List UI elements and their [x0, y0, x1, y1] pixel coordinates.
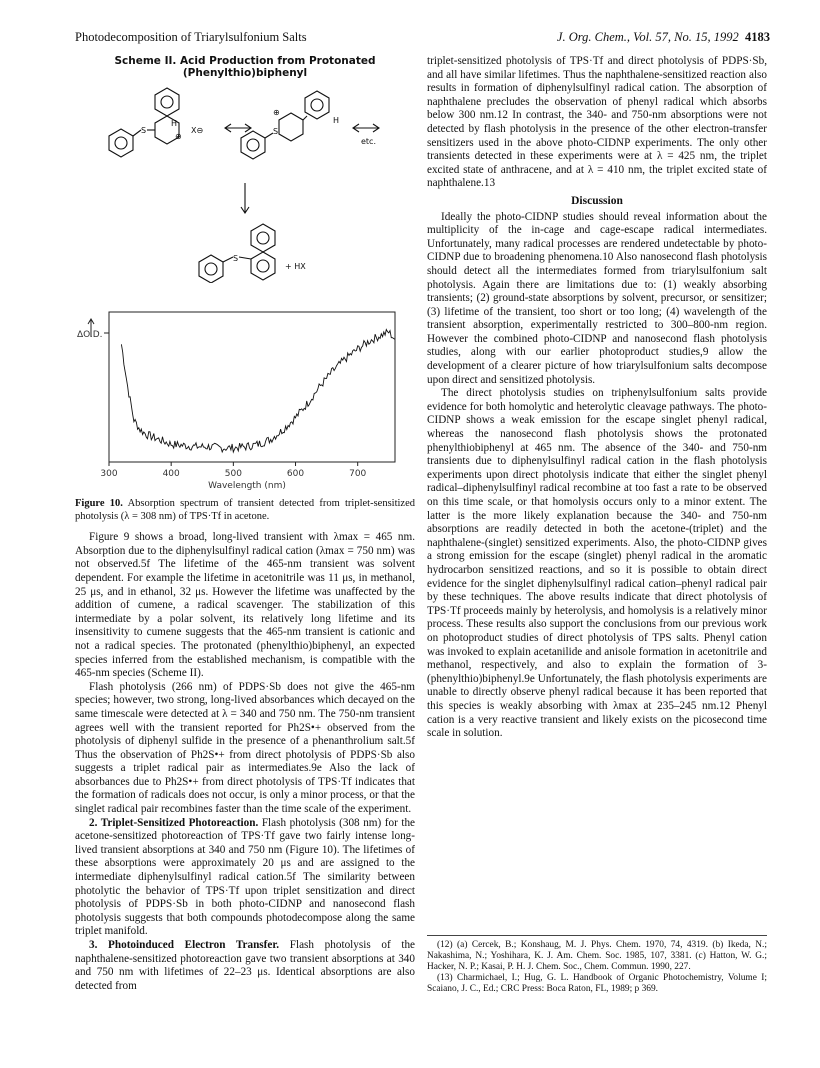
section-2-text: Flash photolysis (308 nm) for the acetone-sensitized photoreaction of TPS·Tf gave two fairly intense long-lived transient absorptions at 340 and 750 nm (Figure 10). The lifetimes of these absorptions were approximately 20 μs and are assigned to the intermediate diphenylsulfinyl radical cation.5f The similarity between photolytic the behavior of TPS·Tf upon triplet sensitization and direct photolysis of PDPS·Sb in both photo-CIDNP and nanosecond flash photolysis suggests that both compounds photodecompose along the same triplet manifold. [75, 816, 415, 938]
structure2-hydrogen: H [333, 116, 340, 125]
structure1-hydrogen: H [171, 119, 178, 128]
structure2-charge: ⊕ [273, 108, 280, 117]
left-column [75, 55, 415, 993]
product-phenyl-ring [199, 255, 223, 283]
structure2-sulfur: S [273, 127, 279, 136]
figure-caption [75, 498, 415, 523]
product-sulfur: S [233, 254, 239, 263]
x-tick-label: 300 [100, 468, 118, 479]
paragraph-discussion-2: The direct photolysis studies on triphenylsulfonium salts provide evidence for both homolytic and heterolytic cleavage pathways. The photo-CIDNP shows a weak emission for the escape singlet phenyl radical, whereas the nanosecond flash photolysis shows the protonated phenylthiobiphenyl at 465 nm. The absence of the 340- and 750-nm transients due to diphenylsulfinyl radical cation in the flash photolysis experiments upon direct photolysis indicate that either the singlet phenyl radical–diphenylsulfinyl radical recombine at too fast a rate to be observed on this time scale, or that homolysis occurs only to a minor extent. The latter is the more likely explanation because the 340- and 750-nm absorptions are readily detected in both the acetone-(triplet) and the naphthalene-(singlet) sensitized experiments. Also, the photo-CIDNP gives a strong emission for the escape (singlet) phenyl radical in the aromatic hydrocarbon sensitized reactions, and so it is possible to obtain direct evidence for the singlet diphenylsulfinyl radical cation–phenyl radical pair by these techniques. The above results indicate that direct photolysis of TPS·Tf proceeds mainly by heterolysis, and homolysis is a relatively minor process. These results also support the conclusions from our previous work on photoproduct studies of direct photolysis of TPS salts. Phenyl cation was invoked to explain acetanilide and anisole formation in acetonitrile and methanol, respectively, and also to explain the formation of 3-(phenylthio)biphenyl.9e Unfortunately, the flash photolysis experiments are unable to directly observe phenyl radical because it has been reported that this species is weakly absorbing with λmax at 235–245 nm.12 Phenyl cation is a very reactive transient and likely exists on the picosecond time scale in solution. [427, 387, 767, 740]
structure1-phenyl-ring [109, 129, 133, 157]
hx-label: + HX [285, 262, 306, 271]
structure1-charge: ⊕ [175, 132, 182, 141]
x-tick-label: 700 [349, 468, 367, 479]
paragraph-flash-photolysis: Flash photolysis (266 nm) of PDPS·Sb does not give the 465-nm species; however, two strong, long-lived absorbances which decayed on the same timescale were detected at λ = 340 and 750 nm. The 750-nm transient agrees well with the transient reported for Ph2S•+ observed from the photolysis of diphenyl sulfide in the presence of a phenanthrolium salt.5f Thus the observation of Ph2S•+ from direct photolysis of PDPS·Sb also suggests a triplet radical pair as intermediates.9e Also the lack of absorbances due to Ph2S•+ from direct photolysis of TPS·Tf indicates that the formation of radicals does not occur, is only a minor process, or that the singlet radical pair recombines faster than the time scale of the experiment. [75, 680, 415, 816]
x-tick-label: 600 [286, 468, 305, 479]
paragraph-continued: triplet-sensitized photolysis of TPS·Tf and direct photolysis of PDPS·Sb, and all have similar lifetimes. Thus the naphthalene-sensitized reaction also results in formation of diphenylsulfinyl radical cation. The absorption of naphthalene precludes the observation of phenyl radical which absorbs below 300 nm.12 In contrast, the 340- and 750-nm absorptions were not detected by flash photolysis in the presence of the other electron-transfer sensitizers used in the above photo-CIDNP experiments. The only other transients detected in these experiments were at λ = 425 nm, the triplet excited state of anthracene, and at λ = 410 nm, the triplet excited state of naphthalene.13 [427, 55, 767, 190]
figure-10-spectrum [75, 292, 415, 492]
paragraph-section-3 [75, 939, 415, 993]
x-tick-label: 400 [162, 468, 180, 479]
section-2-heading: 2. Triplet-Sensitized Photoreaction. [89, 816, 259, 829]
footnote-13: (13) Charmichael, I.; Hug, G. L. Handbook of Organic Photochemistry, Volume I; Scaiano, J. C., Ed.; CRC Press: Boca Raton, FL, 1989; p 369. [427, 973, 767, 994]
structure1-sulfur: S [141, 126, 147, 135]
paragraph-section-2 [75, 817, 415, 939]
right-column [427, 55, 767, 741]
product-middle-ring [251, 252, 275, 280]
journal-citation: J. Org. Chem., Vol. 57, No. 15, 1992 [556, 30, 739, 44]
scheme-ii-diagram [75, 83, 415, 283]
scheme-title: Scheme II. Acid Production from Protonated (Phenylthio)biphenyl [114, 55, 376, 79]
footnotes [427, 935, 767, 995]
counterion-label: X⊖ [191, 126, 204, 135]
figure-caption-text: Absorption spectrum of transient detected from triplet-sensitized photolysis (λ = 308 nm) of TPS·Tf in acetone. [75, 498, 415, 522]
x-tick-label: 500 [224, 468, 242, 479]
x-axis-label: Wavelength (nm) [208, 480, 286, 491]
x-ticks [100, 462, 366, 479]
discussion-heading: Discussion [571, 194, 623, 207]
running-head-journal [557, 30, 770, 45]
figure-caption-label: Figure 10. [75, 498, 123, 510]
page-number: 4183 [745, 30, 770, 44]
structure1-top-ring [155, 88, 179, 116]
paragraph-discussion-1: Ideally the photo-CIDNP studies should reveal information about the multiplicity of the in-cage and cage-escape radical intermediates. Unfortunately, many radical processes are rendered undetectable by photo-CIDNP due to broadening phenomena.10 Also nanosecond flash photolysis should detect all the intermediates formed from triarylsulfonium salt photolysis. Again there are limitations due to: (1) weakly absorbing transients; (2) ground-state absorptions by solvent, precursor, or sensitizer; (3) lifetime of the transient, too short or too long; (4) wavelength of the transient absorption, experimentally restricted to 300–800-nm region. However the combined photo-CIDNP and nanosecond flash photolysis studies, along with our earlier photoproduct studies,9 allow the development of a clearer picture of how triarylsulfonium salts decompose upon direct and sensitized photolysis. [427, 210, 767, 386]
running-head-title: Photodecomposition of Triarylsulfonium Salts [75, 30, 307, 44]
structure2-phenyl-ring [241, 131, 265, 159]
etc-label: etc. [361, 137, 376, 146]
footnote-12: (12) (a) Cercek, B.; Konshaug, M. J. Phys. Chem. 1970, 74, 4319. (b) Ikeda, N.; Nakashima, N.; Yoshihara, K. J. Am. Chem. Soc. 1985, 107, 3381. (c) Hatton, W. G.; Hacker, N. P.; Kasai, P. H. J. Chem. Soc., Chem. Commun. 1990, 227. [427, 940, 767, 972]
running-head [75, 30, 770, 48]
section-3-text: Flash photolysis of the naphthalene-sensitized photoreaction gave two transient absorptions at 340 and 750 nm with lifetimes of 22–23 μs. Identical absorptions are also detected from [75, 939, 415, 992]
section-3-heading: 3. Photoinduced Electron Transfer. [89, 939, 280, 951]
product-top-ring [251, 224, 275, 252]
spectrum-series-line [121, 329, 395, 452]
structure2-top-ring [305, 91, 329, 119]
paragraph-figure9: Figure 9 shows a broad, long-lived transient with λmax = 465 nm. Absorption due to the diphenylsulfinyl radical cation (λmax = 750 nm) was not observed.5f The lifetime of the 465-nm transient was solvent dependent. For example the lifetime in acetonitrile was 11 μs, in methanol, 25 μs, and in ethanol, 32 μs. However the lifetime was unaffected by the addition of cumene, a radical scavenger. The stabilization of this intermediate by a polar solvent, its relatively long lifetime and its insensitivity to cumene suggests that the 465-nm transient is cationic and not a radical species. The protonated (phenylthio)biphenyl, an expected species inferred from the established mechanism, is compatible with the 465-nm species (Scheme II). [75, 531, 415, 680]
y-axis-label: ΔO.D. [77, 329, 103, 340]
structure2-middle-ring [279, 113, 303, 141]
